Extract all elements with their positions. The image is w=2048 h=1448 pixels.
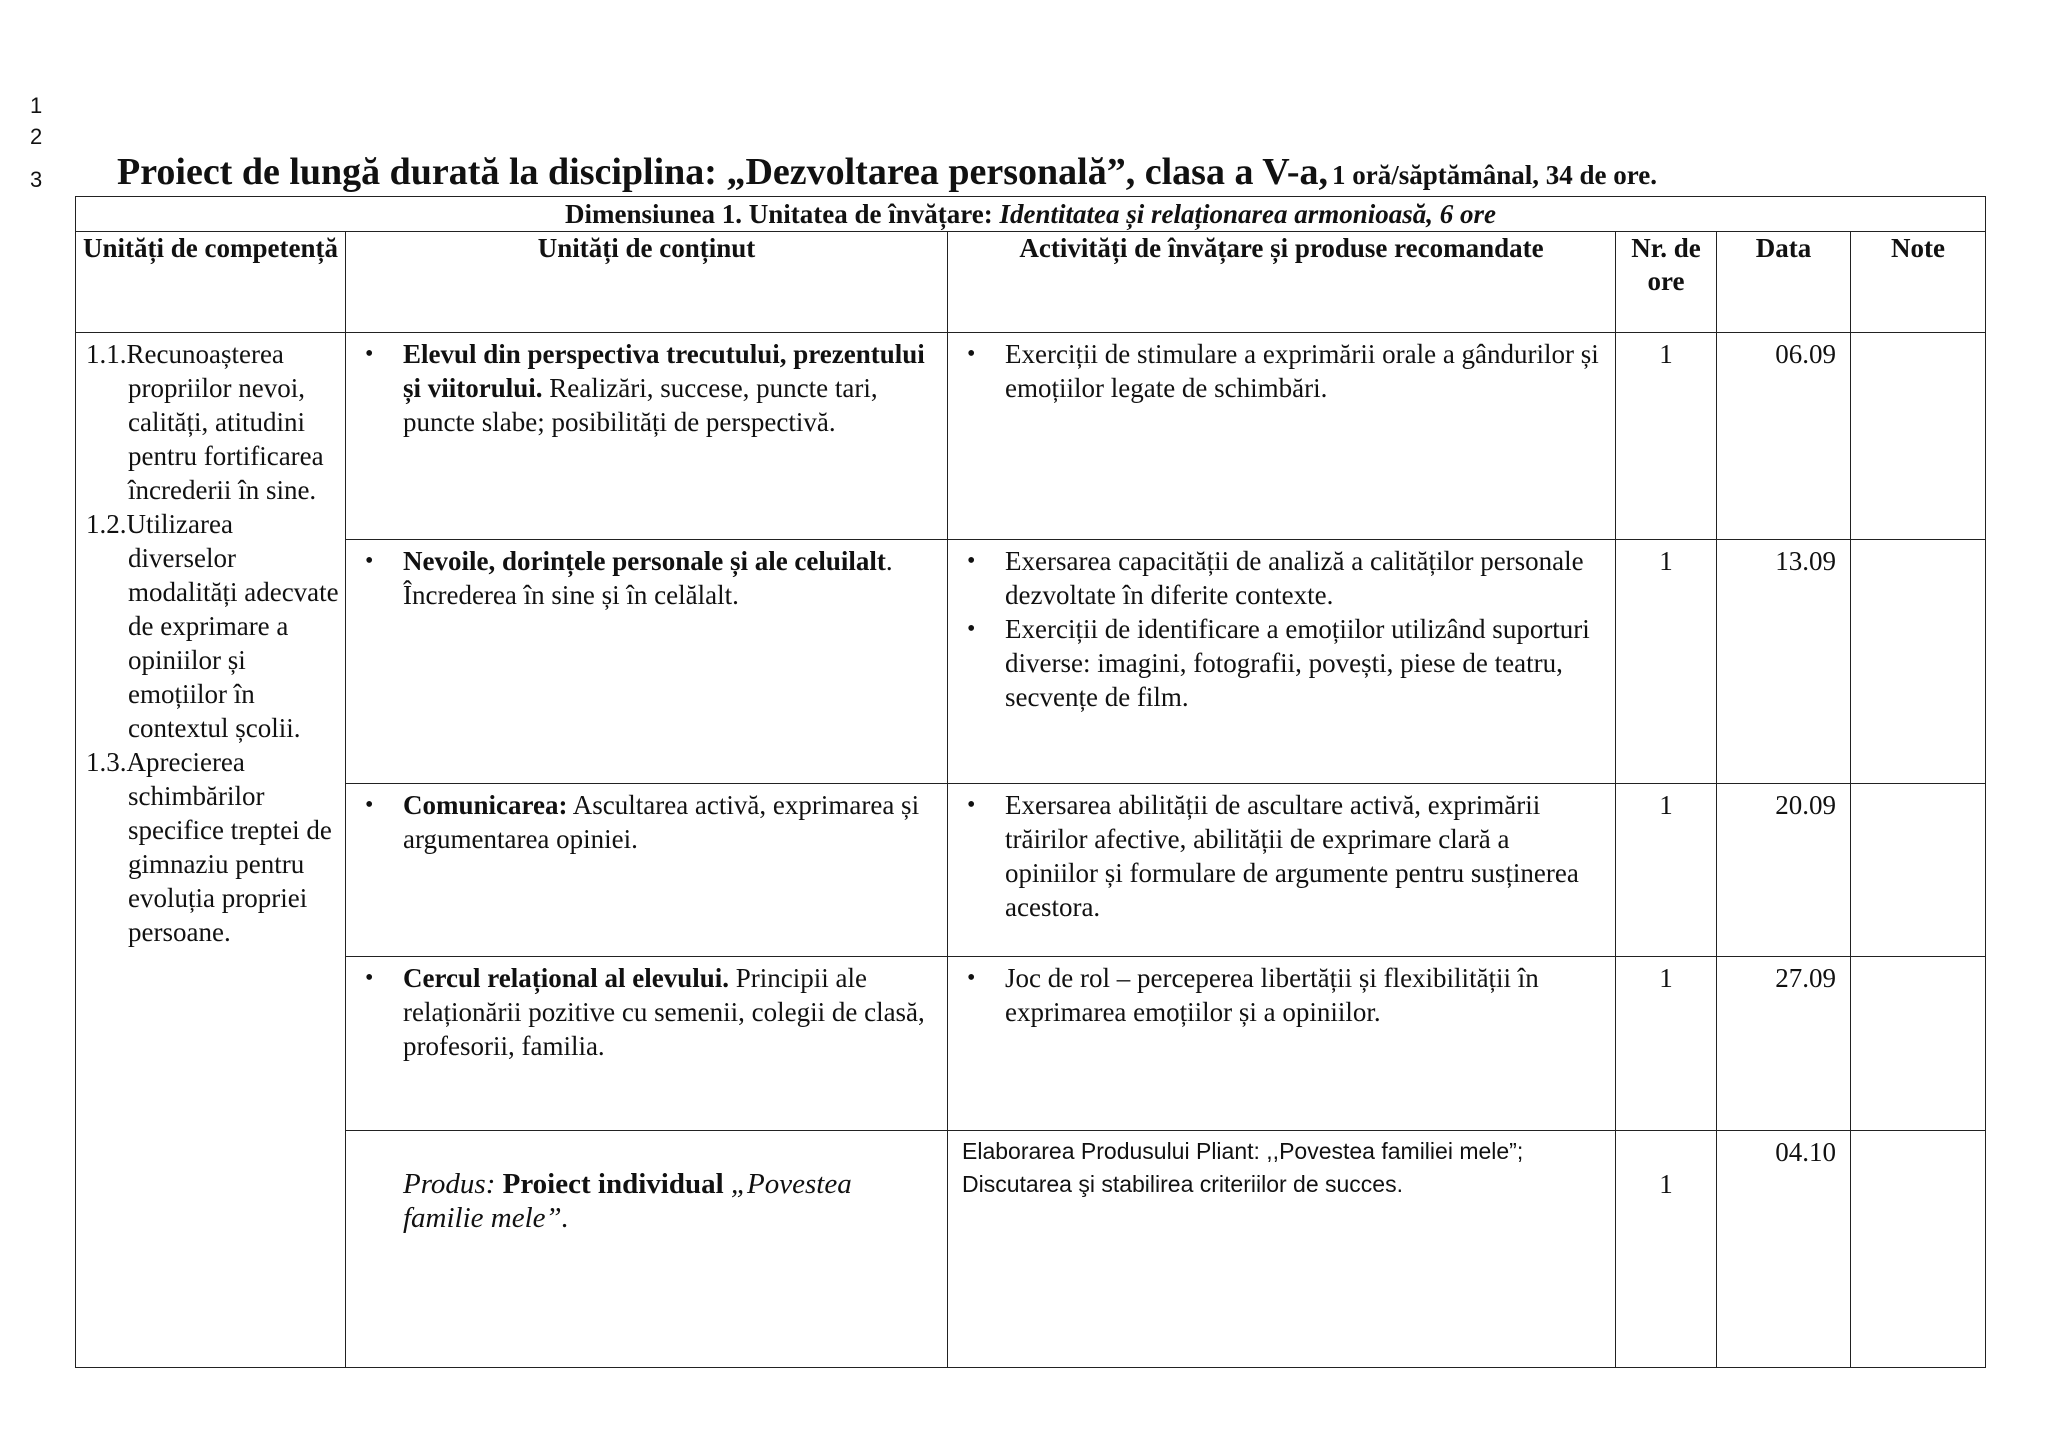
content-rest: Ascultarea activă, exprimarea și argumentarea opiniei.	[403, 790, 920, 854]
content-rest: . Încrederea în sine și în celălalt.	[403, 546, 893, 610]
content-cell	[346, 784, 948, 957]
content-bold: Nevoile, dorințele personale și ale celuilalt	[403, 546, 886, 576]
competence-text: Recunoașterea propriilor nevoi, calități, atitudini pentru fortificarea încrederii în sine.	[126, 339, 324, 505]
dimension-label: Dimensiunea 1. Unitatea de învățare:	[565, 199, 993, 229]
table-row-product	[76, 1131, 1986, 1368]
product-name: „Povestea familie mele”.	[403, 1168, 852, 1234]
dimension-row	[76, 197, 1986, 232]
page-title	[117, 150, 1657, 194]
competence-number: 1.3.	[86, 747, 127, 777]
header-competence: Unități de competență	[76, 232, 346, 333]
product-cell	[346, 1131, 948, 1368]
content-cell	[346, 957, 948, 1131]
activities-cell	[948, 540, 1616, 784]
table-row	[76, 784, 1986, 957]
activity-item: • Exersarea capacității de analiză a calităților personale dezvoltate în diferite contexte.	[1005, 544, 1607, 612]
activity-item: • Joc de rol – perceperea libertății și flexibilității în exprimarea emoțiilor și a opiniilor.	[1005, 961, 1607, 1029]
hours-cell: 1	[1616, 540, 1717, 784]
competence-text: Aprecierea schimbărilor specifice treptei de gimnaziu pentru evoluția propriei persoane.	[126, 747, 332, 947]
activity-item: • Exersarea abilității de ascultare activă, exprimării trăirilor afective, abilității de exprimare clară a opiniilor și formulare de argumente pentru susținerea acestora.	[1005, 788, 1607, 924]
notes-cell	[1851, 540, 1986, 784]
notes-cell	[1851, 333, 1986, 540]
line-numbers	[30, 90, 42, 195]
activities-cell	[948, 333, 1616, 540]
hours-cell: 1	[1616, 784, 1717, 957]
product-activity-line: Elaborarea Produsului Pliant: ,,Povestea familiei mele”;	[962, 1138, 1524, 1164]
date-cell: 04.10	[1717, 1131, 1851, 1368]
line-number-2: 2	[30, 124, 43, 149]
content-item	[403, 788, 939, 856]
line-number-1: 1	[30, 93, 43, 118]
activity-item: • Exerciții de stimulare a exprimării orale a gândurilor și emoțiilor legate de schimbări.	[1005, 337, 1607, 405]
competence-item	[86, 337, 339, 507]
header-row	[76, 232, 1986, 333]
content-bold: Comunicarea:	[403, 790, 568, 820]
dimension-heading	[76, 197, 1986, 232]
header-date: Data	[1717, 232, 1851, 333]
content-bold: Cercul relațional al elevului.	[403, 963, 729, 993]
date-cell: 06.09	[1717, 333, 1851, 540]
product-activities-cell	[948, 1131, 1616, 1368]
competence-number: 1.1.	[86, 339, 127, 369]
product-activity-line: Discutarea şi stabilirea criteriilor de succes.	[962, 1171, 1403, 1197]
notes-cell	[1851, 1131, 1986, 1368]
content-rest: Realizări, succese, puncte tari, puncte slabe; posibilități de perspectivă.	[403, 373, 878, 437]
hours-cell: 1	[1616, 333, 1717, 540]
table-row	[76, 540, 1986, 784]
header-hours: Nr. de ore	[1616, 232, 1717, 333]
plan-table	[75, 196, 1986, 1368]
content-item	[403, 961, 939, 1063]
activities-cell	[948, 784, 1616, 957]
header-notes: Note	[1851, 232, 1986, 333]
hours-cell: 1	[1616, 957, 1717, 1131]
page-title-sub: 1 oră/săptămânal, 34 de ore.	[1332, 160, 1658, 190]
product-label: Produs:	[403, 1168, 496, 1200]
competence-item	[86, 745, 339, 949]
table-row	[76, 333, 1986, 540]
header-activities: Activități de învățare și produse recomandate	[948, 232, 1616, 333]
competence-cell	[76, 333, 346, 1368]
content-rest: Principii ale relaționării pozitive cu semenii, colegii de clasă, profesorii, familia.	[403, 963, 925, 1061]
date-cell: 13.09	[1717, 540, 1851, 784]
product-title: Proiect individual	[495, 1168, 731, 1200]
content-cell	[346, 333, 948, 540]
competence-item	[86, 507, 339, 745]
header-content: Unități de conținut	[346, 232, 948, 333]
date-cell: 27.09	[1717, 957, 1851, 1131]
content-item	[403, 337, 939, 439]
activities-cell	[948, 957, 1616, 1131]
activity-item: • Exerciții de identificare a emoțiilor utilizând suporturi diverse: imagini, fotografii, povești, piese de teatru, secvențe de film.	[1005, 612, 1607, 714]
page-title-main: Proiect de lungă durată la disciplina: „Dezvoltarea personală”, clasa a V-a,	[117, 151, 1329, 193]
dimension-unit-title: Identitatea și relaționarea armonioasă, 6 ore	[999, 199, 1497, 229]
table-row	[76, 957, 1986, 1131]
competence-text: Utilizarea diverselor modalități adecvate de exprimare a opiniilor și emoțiilor în contextul școlii.	[126, 509, 339, 743]
notes-cell	[1851, 784, 1986, 957]
hours-cell: 1	[1616, 1131, 1717, 1368]
notes-cell	[1851, 957, 1986, 1131]
date-cell: 20.09	[1717, 784, 1851, 957]
content-cell	[346, 540, 948, 784]
line-number-3: 3	[30, 167, 43, 192]
content-item	[403, 544, 939, 612]
competence-number: 1.2.	[86, 509, 127, 539]
content-bold: Elevul din perspectiva trecutului, prezentului și viitorului.	[403, 339, 925, 403]
